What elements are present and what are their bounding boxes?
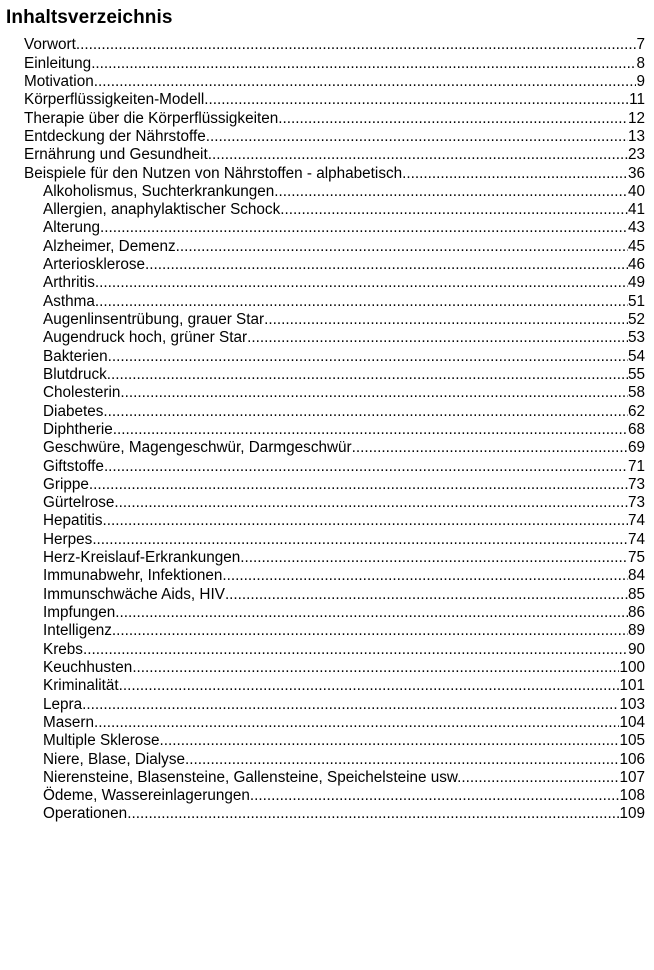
- toc-entry-title: Geschwüre, Magengeschwür, Darmgeschwür: [43, 439, 352, 457]
- toc-leader-dots: [120, 384, 628, 402]
- toc-entry-page: 55: [627, 365, 645, 383]
- toc-entry[interactable]: [0, 530, 654, 548]
- toc-entry-title: Multiple Sklerose: [43, 732, 160, 750]
- toc-entry-page: 49: [627, 274, 645, 292]
- toc-entry[interactable]: [0, 36, 654, 54]
- toc-entry-page: 85: [627, 585, 645, 603]
- toc-entry[interactable]: [0, 183, 654, 201]
- toc-entry[interactable]: [0, 256, 654, 274]
- toc-leader-dots: [204, 91, 629, 109]
- toc-entry[interactable]: [0, 677, 654, 695]
- toc-leader-dots: [159, 732, 619, 750]
- toc-entry[interactable]: [0, 567, 654, 585]
- toc-entry[interactable]: [0, 457, 654, 475]
- toc-leader-dots: [100, 219, 628, 237]
- toc-entry[interactable]: [0, 128, 654, 146]
- toc-list: [0, 36, 654, 823]
- toc-entry-page: 74: [627, 530, 645, 548]
- toc-entry-title: Entdeckung der Nährstoffe: [24, 127, 206, 145]
- toc-entry-page: 51: [627, 292, 645, 310]
- toc-leader-dots: [274, 183, 628, 201]
- toc-leader-dots: [280, 201, 628, 219]
- toc-entry-title: Augendruck hoch, grüner Star: [43, 329, 248, 347]
- toc-entry-title: Beispiele für den Nutzen von Nährstoffen - alphabetisch: [24, 164, 403, 182]
- toc-leader-dots: [461, 769, 619, 787]
- toc-leader-dots: [352, 439, 628, 457]
- toc-entry[interactable]: [0, 292, 654, 310]
- toc-entry-title: Impfungen: [43, 604, 116, 621]
- toc-entry-title: Masern: [43, 713, 95, 731]
- toc-entry-page: 23: [627, 146, 645, 164]
- toc-leader-dots: [264, 311, 628, 329]
- toc-entry-page: 41: [627, 201, 645, 219]
- toc-entry-page: 75: [627, 549, 645, 567]
- toc-entry[interactable]: [0, 54, 654, 72]
- toc-entry-title: Bakterien: [43, 347, 108, 365]
- toc-entry-page: 73: [627, 494, 645, 512]
- toc-leader-dots: [225, 586, 628, 604]
- toc-leader-dots: [114, 494, 628, 512]
- toc-entry-title: Körperflüssigkeiten-Modell: [24, 91, 205, 109]
- toc-leader-dots: [103, 403, 628, 421]
- toc-entry-title: Arthritis: [43, 274, 95, 292]
- toc-entry-page: 9: [636, 72, 645, 90]
- toc-entry-page: 58: [627, 384, 645, 402]
- toc-entry-page: 100: [619, 658, 645, 676]
- toc-entry[interactable]: [0, 585, 654, 603]
- toc-entry-title: Immunschwäche Aids, HIV: [43, 585, 225, 603]
- toc-leader-dots: [247, 329, 628, 347]
- toc-entry[interactable]: [0, 237, 654, 255]
- toc-entry[interactable]: [0, 421, 654, 439]
- toc-entry-page: 7: [636, 36, 645, 54]
- toc-entry[interactable]: [0, 805, 654, 823]
- toc-entry[interactable]: [0, 640, 654, 658]
- toc-entry-title: Herpes: [43, 530, 93, 548]
- toc-entry-title: Herz-Kreislauf-Erkrankungen: [43, 549, 241, 567]
- toc-entry-page: 104: [619, 713, 645, 731]
- toc-heading: Inhaltsverzeichnis: [6, 7, 173, 28]
- toc-leader-dots: [402, 165, 628, 183]
- toc-entry-title: Giftstoffe: [43, 457, 104, 475]
- toc-entry[interactable]: [0, 695, 654, 713]
- toc-leader-dots: [89, 476, 628, 494]
- toc-entry-title: Ödeme, Wassereinlagerungen: [43, 787, 250, 805]
- toc-entry[interactable]: [0, 384, 654, 402]
- toc-entry-title: Einleitung: [24, 54, 92, 72]
- toc-entry[interactable]: [0, 604, 654, 622]
- toc-leader-dots: [95, 293, 628, 311]
- toc-entry[interactable]: [0, 274, 654, 292]
- toc-leader-dots: [112, 622, 628, 640]
- toc-leader-dots: [127, 805, 619, 823]
- toc-entry-title: Hepatitis: [43, 512, 103, 530]
- toc-entry-page: 71: [627, 457, 645, 475]
- toc-entry[interactable]: [0, 201, 654, 219]
- toc-entry-page: 40: [627, 182, 645, 200]
- toc-entry-title: Niere, Blase, Dialyse: [43, 750, 185, 768]
- toc-entry-title: Immunabwehr, Infektionen: [43, 567, 223, 585]
- toc-entry[interactable]: [0, 732, 654, 750]
- toc-entry[interactable]: [0, 109, 654, 127]
- toc-entry-page: 13: [627, 127, 645, 145]
- toc-leader-dots: [206, 128, 628, 146]
- toc-entry-page: 74: [627, 512, 645, 530]
- toc-entry[interactable]: [0, 750, 654, 768]
- toc-entry-page: 11: [629, 91, 645, 109]
- toc-entry[interactable]: [0, 91, 654, 109]
- toc-entry-page: 46: [627, 256, 645, 274]
- toc-entry[interactable]: [0, 494, 654, 512]
- toc-entry-title: Grippe: [43, 475, 89, 493]
- toc-entry-page: 105: [619, 732, 645, 750]
- toc-entry-title: Nierensteine, Blasensteine, Gallensteine, Speichelsteine usw.: [43, 768, 462, 786]
- toc-entry[interactable]: [0, 347, 654, 365]
- toc-entry-title: Gürtelrose: [43, 494, 115, 512]
- toc-entry-title: Arteriosklerose: [43, 256, 146, 274]
- toc-leader-dots: [82, 696, 619, 714]
- toc-entry-title: Cholesterin: [43, 384, 121, 402]
- toc-leader-dots: [278, 110, 628, 128]
- toc-leader-dots: [250, 787, 620, 805]
- toc-entry-title: Lepra: [43, 695, 83, 713]
- toc-entry-page: 12: [627, 109, 645, 127]
- toc-entry-title: Therapie über die Körperflüssigkeiten: [24, 109, 279, 127]
- toc-leader-dots: [222, 567, 628, 585]
- toc-entry[interactable]: [0, 439, 654, 457]
- toc-leader-dots: [94, 714, 619, 732]
- toc-entry-page: 103: [619, 695, 645, 713]
- toc-entry[interactable]: [0, 402, 654, 420]
- toc-entry-title: Asthma: [43, 292, 95, 310]
- toc-leader-dots: [115, 604, 628, 622]
- toc-entry-page: 84: [627, 567, 645, 585]
- toc-leader-dots: [208, 146, 628, 164]
- toc-entry-title: Diphtherie: [43, 420, 113, 438]
- toc-leader-dots: [83, 641, 628, 659]
- toc-leader-dots: [76, 36, 637, 54]
- toc-entry-page: 101: [619, 677, 645, 695]
- toc-entry-title: Allergien, anaphylaktischer Schock: [43, 201, 281, 219]
- toc-entry-title: Ernährung und Gesundheit: [24, 146, 208, 164]
- toc-entry[interactable]: [0, 714, 654, 732]
- toc-entry[interactable]: [0, 787, 654, 805]
- toc-entry[interactable]: [0, 659, 654, 677]
- toc-leader-dots: [176, 238, 628, 256]
- toc-leader-dots: [95, 274, 628, 292]
- toc-entry-title: Keuchhusten: [43, 658, 133, 676]
- toc-entry-title: Augenlinsentrübung, grauer Star: [43, 311, 265, 328]
- toc-entry-title: Krebs: [43, 640, 83, 658]
- toc-entry-page: 53: [627, 329, 645, 347]
- toc-leader-dots: [132, 659, 619, 677]
- toc-entry-page: 90: [627, 640, 645, 658]
- toc-leader-dots: [92, 531, 628, 549]
- toc-leader-dots: [108, 348, 628, 366]
- toc-entry-page: 68: [627, 420, 645, 438]
- toc-entry-title: Kriminalität: [43, 677, 119, 695]
- toc-entry-page: 45: [627, 237, 645, 255]
- toc-entry-page: 73: [627, 475, 645, 493]
- toc-entry-page: 108: [619, 787, 645, 805]
- toc-leader-dots: [185, 751, 619, 769]
- toc-entry-title: Operationen: [43, 805, 128, 823]
- toc-entry-title: Alzheimer, Demenz: [43, 237, 176, 255]
- toc-entry-title: Vorwort: [24, 36, 76, 54]
- toc-leader-dots: [113, 421, 628, 439]
- toc-entry-page: 86: [627, 604, 645, 621]
- toc-entry-title: Intelligenz: [43, 622, 112, 640]
- toc-leader-dots: [94, 73, 637, 91]
- toc-entry-page: 54: [627, 347, 645, 365]
- toc-entry-title: Blutdruck: [43, 365, 107, 383]
- toc-entry[interactable]: [0, 146, 654, 164]
- toc-entry-page: 62: [627, 402, 645, 420]
- toc-entry[interactable]: [0, 73, 654, 91]
- toc-leader-dots: [104, 458, 628, 476]
- toc-entry-page: 43: [627, 219, 645, 237]
- toc-leader-dots: [119, 677, 620, 695]
- toc-entry[interactable]: [0, 549, 654, 567]
- toc-entry-title: Diabetes: [43, 402, 104, 420]
- toc-entry-page: 106: [619, 750, 645, 768]
- toc-entry-title: Alkoholismus, Suchterkrankungen: [43, 182, 275, 200]
- toc-entry[interactable]: [0, 366, 654, 384]
- toc-entry[interactable]: [0, 219, 654, 237]
- toc-leader-dots: [103, 512, 628, 530]
- toc-entry-page: 109: [619, 805, 645, 823]
- toc-entry[interactable]: [0, 512, 654, 530]
- toc-entry[interactable]: [0, 164, 654, 182]
- toc-entry-page: 36: [627, 164, 645, 182]
- toc-leader-dots: [107, 366, 628, 384]
- toc-entry[interactable]: [0, 622, 654, 640]
- toc-entry-title: Motivation: [24, 72, 94, 90]
- toc-entry[interactable]: [0, 769, 654, 787]
- toc-leader-dots: [240, 549, 628, 567]
- toc-leader-dots: [145, 256, 628, 274]
- toc-leader-dots: [91, 55, 636, 73]
- toc-entry-page: 52: [627, 311, 645, 328]
- toc-entry[interactable]: [0, 329, 654, 347]
- toc-entry-page: 89: [627, 622, 645, 640]
- toc-entry-page: 107: [619, 768, 645, 786]
- toc-entry[interactable]: [0, 476, 654, 494]
- toc-entry-page: 69: [627, 439, 645, 457]
- toc-entry-page: 8: [636, 54, 645, 72]
- toc-entry-title: Alterung: [43, 219, 100, 237]
- toc-entry[interactable]: [0, 311, 654, 329]
